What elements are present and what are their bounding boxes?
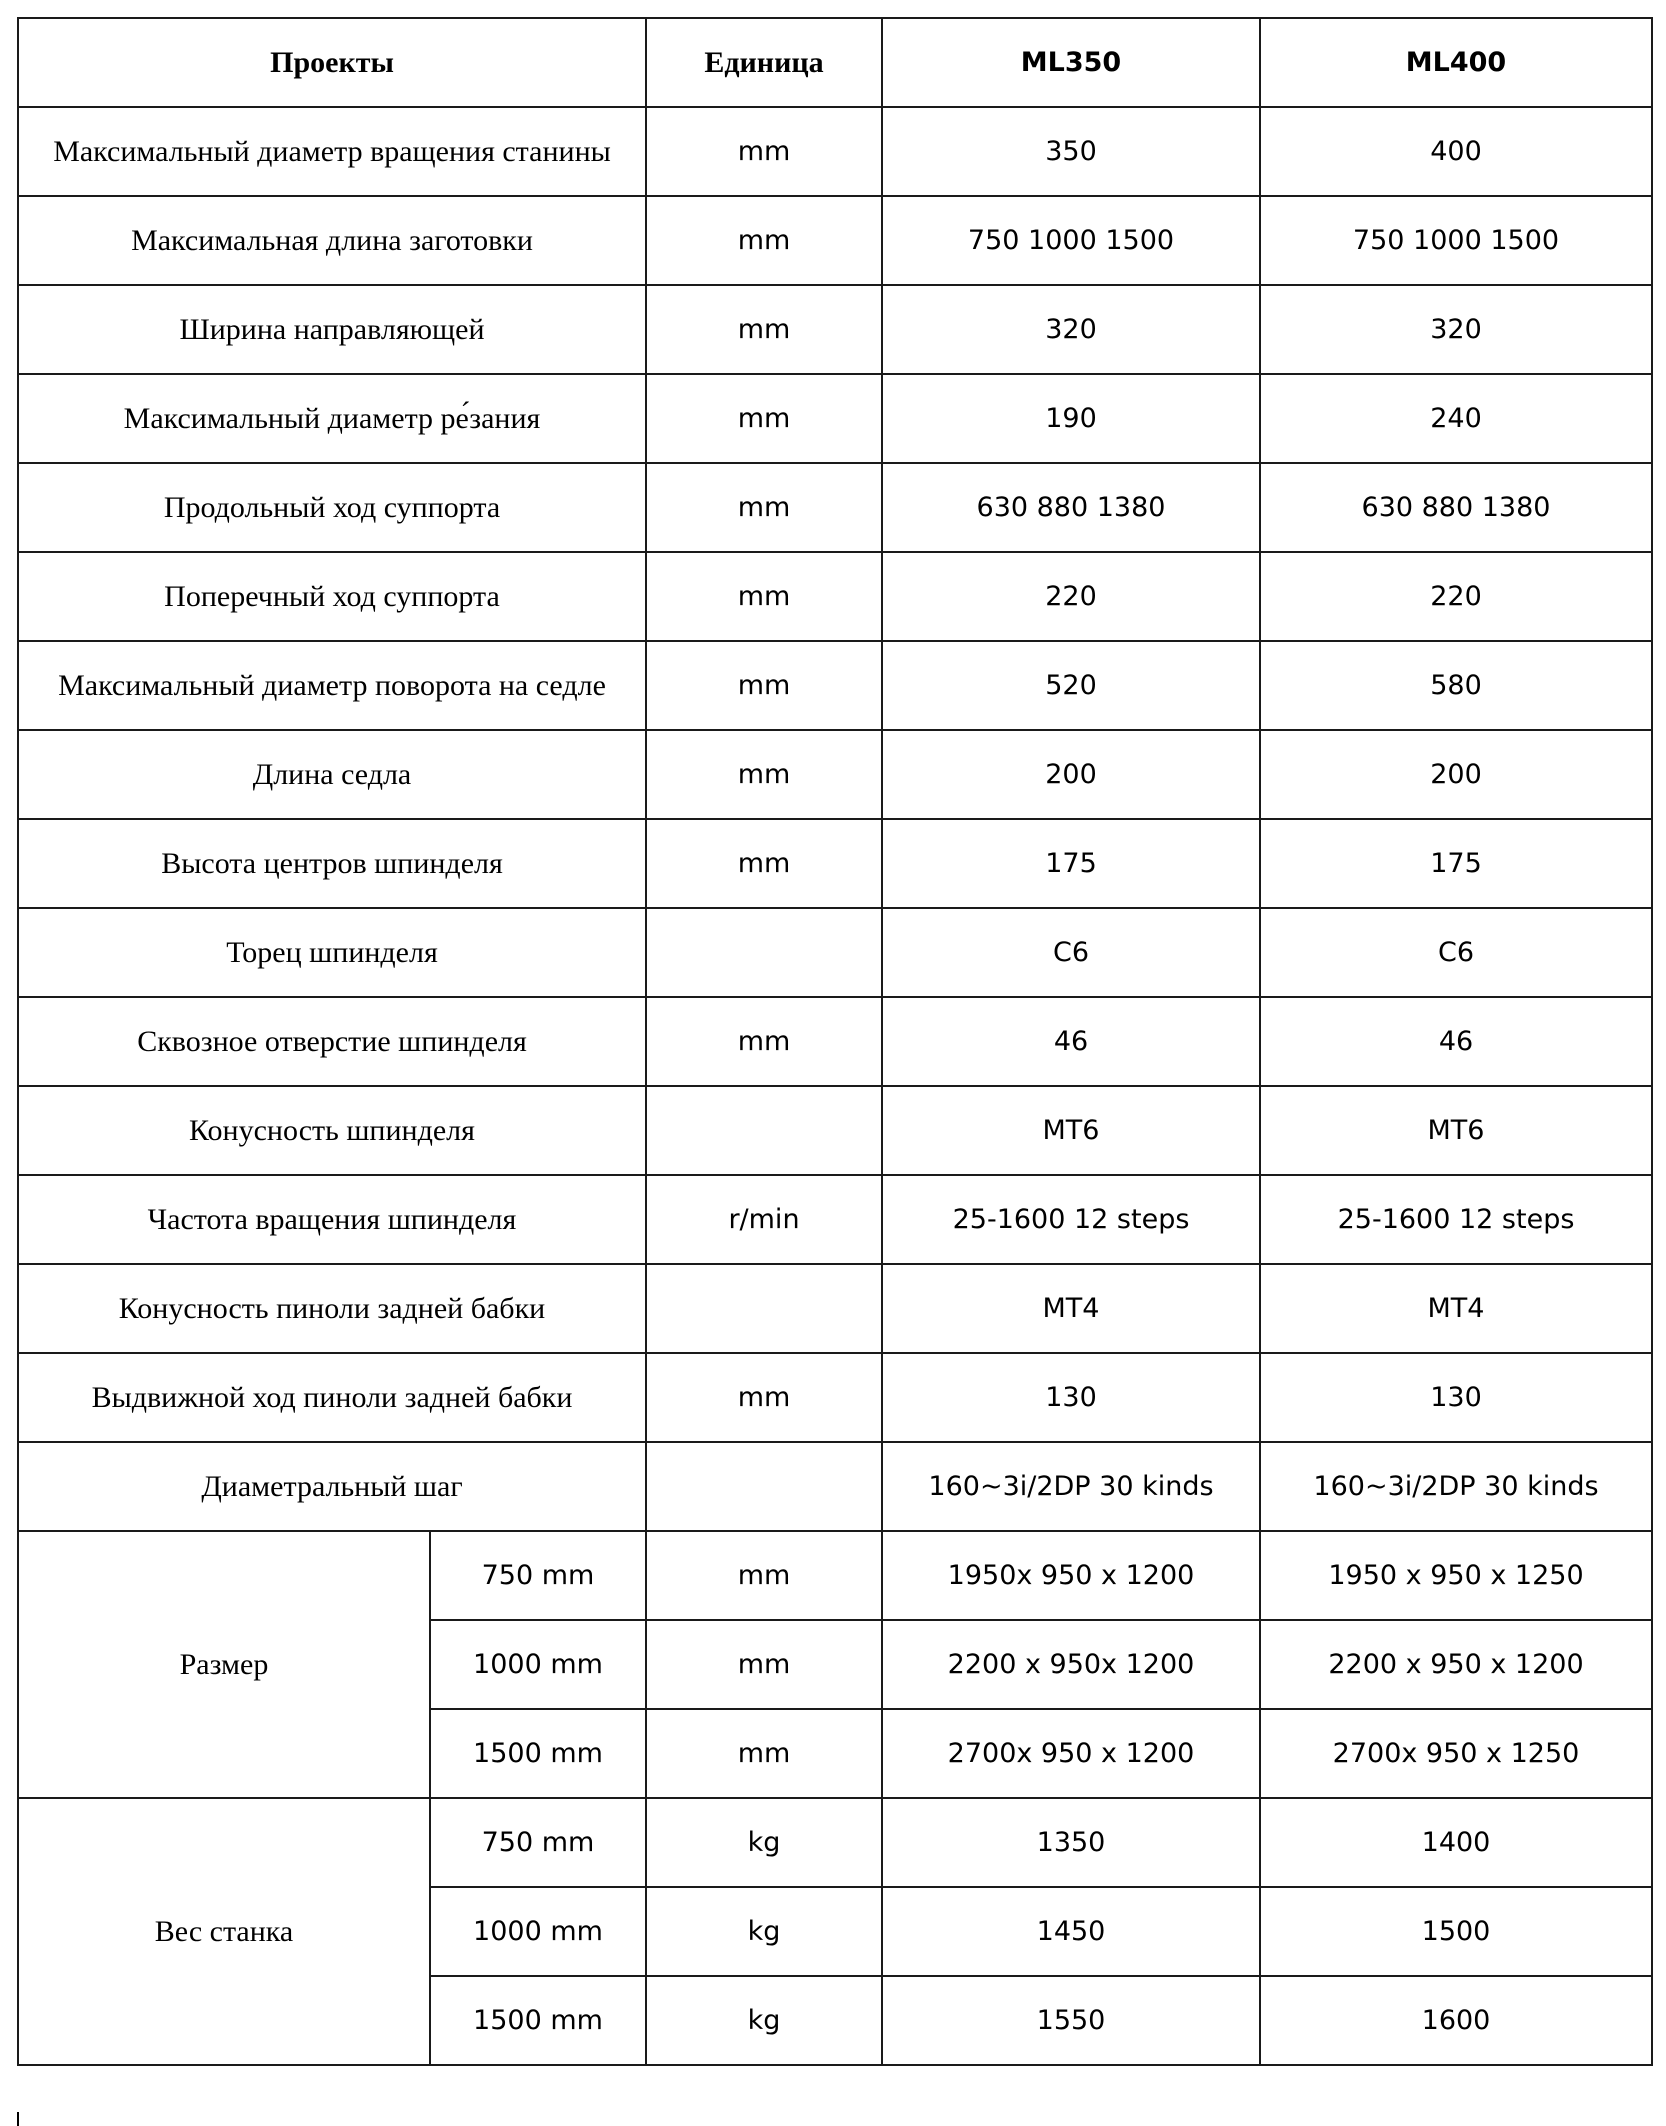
- value-ml400: 130: [1260, 1353, 1652, 1442]
- param-unit: mm: [646, 463, 882, 552]
- param-unit: mm: [646, 1709, 882, 1798]
- sub-length: 1000 mm: [430, 1620, 646, 1709]
- table-row: [18, 196, 1652, 285]
- table-row: [18, 997, 1652, 1086]
- value-ml350: 190: [882, 374, 1260, 463]
- value-ml400: 200: [1260, 730, 1652, 819]
- param-unit: mm: [646, 730, 882, 819]
- param-name: Торец шпинделя: [18, 908, 646, 997]
- param-name: Максимальный диаметр поворота на седле: [18, 641, 646, 730]
- value-ml400: 220: [1260, 552, 1652, 641]
- param-unit: [646, 1086, 882, 1175]
- param-name: Диаметральный шаг: [18, 1442, 646, 1531]
- param-name: Частота вращения шпинделя: [18, 1175, 646, 1264]
- table-row: [18, 819, 1652, 908]
- value-ml350: 1350: [882, 1798, 1260, 1887]
- value-ml400: 25-1600 12 steps: [1260, 1175, 1652, 1264]
- table-row: [18, 1442, 1652, 1531]
- param-name: Максимальный диаметр ре́зания: [18, 374, 646, 463]
- table-row: [18, 1175, 1652, 1264]
- table-row: [18, 1798, 1652, 1887]
- value-ml350: 350: [882, 107, 1260, 196]
- sub-length: 750 mm: [430, 1531, 646, 1620]
- table-row: [18, 1086, 1652, 1175]
- param-unit: mm: [646, 1620, 882, 1709]
- value-ml350: 130: [882, 1353, 1260, 1442]
- sub-length: 1500 mm: [430, 1976, 646, 2065]
- table-row: [18, 374, 1652, 463]
- header-model-ml400: ML400: [1260, 18, 1652, 107]
- value-ml400: 1400: [1260, 1798, 1652, 1887]
- value-ml400: C6: [1260, 908, 1652, 997]
- value-ml400: 160~3i/2DP 30 kinds: [1260, 1442, 1652, 1531]
- param-name: Сквозное отверстие шпинделя: [18, 997, 646, 1086]
- param-name: Длина седла: [18, 730, 646, 819]
- value-ml350: 46: [882, 997, 1260, 1086]
- param-unit: mm: [646, 285, 882, 374]
- param-unit: kg: [646, 1887, 882, 1976]
- value-ml350: 160~3i/2DP 30 kinds: [882, 1442, 1260, 1531]
- value-ml400: MT4: [1260, 1264, 1652, 1353]
- value-ml350: 200: [882, 730, 1260, 819]
- header-unit: Единица: [646, 18, 882, 107]
- param-unit: [646, 1264, 882, 1353]
- param-unit: mm: [646, 552, 882, 641]
- header-project: Проекты: [18, 18, 646, 107]
- value-ml400: 1600: [1260, 1976, 1652, 2065]
- param-unit: r/min: [646, 1175, 882, 1264]
- param-name: Высота центров шпинделя: [18, 819, 646, 908]
- group-name: Размер: [18, 1531, 430, 1798]
- value-ml350: 1450: [882, 1887, 1260, 1976]
- table-row: [18, 641, 1652, 730]
- param-unit: mm: [646, 641, 882, 730]
- table-row: [18, 908, 1652, 997]
- param-unit: mm: [646, 374, 882, 463]
- table-row: [18, 107, 1652, 196]
- param-name: Ширина направляющей: [18, 285, 646, 374]
- value-ml350: 520: [882, 641, 1260, 730]
- table-row: [18, 463, 1652, 552]
- value-ml350: 1550: [882, 1976, 1260, 2065]
- param-unit: mm: [646, 196, 882, 285]
- value-ml400: 630 880 1380: [1260, 463, 1652, 552]
- param-unit: mm: [646, 997, 882, 1086]
- value-ml350: C6: [882, 908, 1260, 997]
- sub-length: 1000 mm: [430, 1887, 646, 1976]
- param-unit: [646, 1442, 882, 1531]
- value-ml350: 175: [882, 819, 1260, 908]
- value-ml400: MT6: [1260, 1086, 1652, 1175]
- value-ml400: 2200 x 950 x 1200: [1260, 1620, 1652, 1709]
- value-ml400: 320: [1260, 285, 1652, 374]
- param-unit: kg: [646, 1976, 882, 2065]
- param-unit: mm: [646, 107, 882, 196]
- param-name: Конусность пиноли задней бабки: [18, 1264, 646, 1353]
- param-unit: kg: [646, 1798, 882, 1887]
- value-ml400: 2700x 950 x 1250: [1260, 1709, 1652, 1798]
- table-row: [18, 552, 1652, 641]
- value-ml350: 1950x 950 x 1200: [882, 1531, 1260, 1620]
- value-ml350: 220: [882, 552, 1260, 641]
- value-ml400: 1500: [1260, 1887, 1652, 1976]
- table-row: [18, 1531, 1652, 1620]
- value-ml400: 240: [1260, 374, 1652, 463]
- table-row: [18, 730, 1652, 819]
- value-ml350: 630 880 1380: [882, 463, 1260, 552]
- value-ml350: 25-1600 12 steps: [882, 1175, 1260, 1264]
- header-row: [18, 18, 1652, 107]
- param-name: Максимальный диаметр вращения станины: [18, 107, 646, 196]
- value-ml400: 400: [1260, 107, 1652, 196]
- param-name: Продольный ход суппорта: [18, 463, 646, 552]
- value-ml350: MT4: [882, 1264, 1260, 1353]
- param-unit: [646, 908, 882, 997]
- value-ml400: 750 1000 1500: [1260, 196, 1652, 285]
- param-name: Выдвижной ход пиноли задней бабки: [18, 1353, 646, 1442]
- value-ml350: 2200 x 950x 1200: [882, 1620, 1260, 1709]
- value-ml400: 46: [1260, 997, 1652, 1086]
- table-row: [18, 1264, 1652, 1353]
- param-name: Поперечный ход суппорта: [18, 552, 646, 641]
- value-ml350: MT6: [882, 1086, 1260, 1175]
- value-ml400: 1950 x 950 x 1250: [1260, 1531, 1652, 1620]
- param-unit: mm: [646, 1353, 882, 1442]
- param-name: Максимальная длина заготовки: [18, 196, 646, 285]
- header-model-ml350: ML350: [882, 18, 1260, 107]
- text-cursor: [17, 2112, 19, 2126]
- sub-length: 750 mm: [430, 1798, 646, 1887]
- param-name: Конусность шпинделя: [18, 1086, 646, 1175]
- value-ml400: 175: [1260, 819, 1652, 908]
- value-ml400: 580: [1260, 641, 1652, 730]
- param-unit: mm: [646, 819, 882, 908]
- group-name: Вес станка: [18, 1798, 430, 2065]
- table-row: [18, 285, 1652, 374]
- sub-length: 1500 mm: [430, 1709, 646, 1798]
- spec-table: [17, 17, 1653, 2066]
- value-ml350: 320: [882, 285, 1260, 374]
- value-ml350: 2700x 950 x 1200: [882, 1709, 1260, 1798]
- table-row: [18, 1353, 1652, 1442]
- value-ml350: 750 1000 1500: [882, 196, 1260, 285]
- param-unit: mm: [646, 1531, 882, 1620]
